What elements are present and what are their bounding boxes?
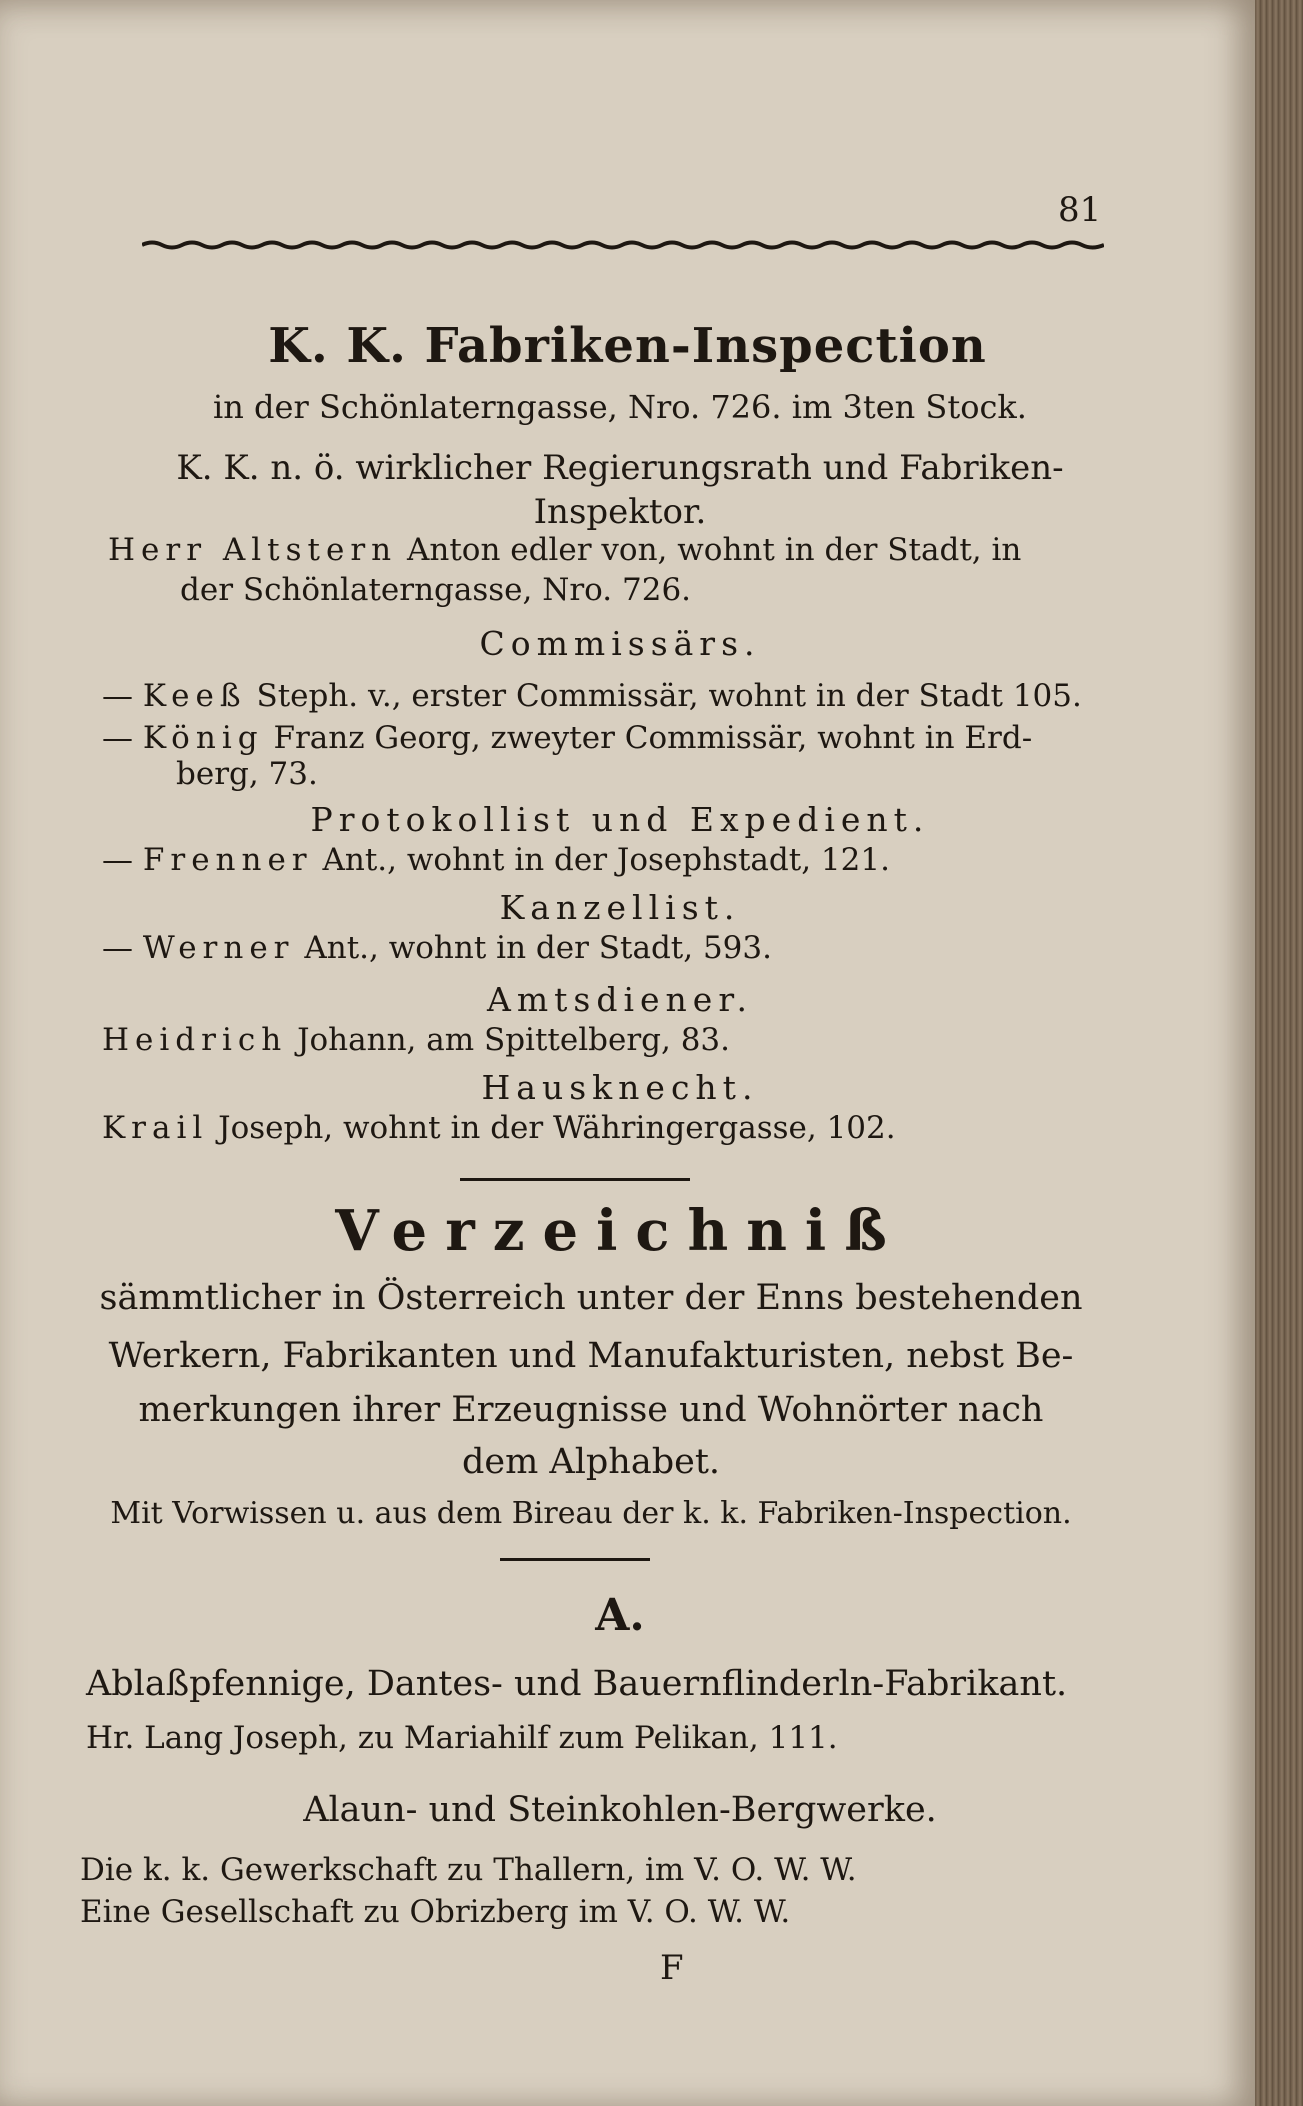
head-entry — [108, 532, 1098, 568]
list-item — [102, 720, 1032, 756]
list-item-cont: berg, 73. — [176, 756, 318, 792]
entry-name: Keeß — [142, 678, 247, 714]
category-entry: Hr. Lang Joseph, zu Mariahilf zum Pelikan, 111. — [86, 1720, 838, 1756]
letter-heading: A. — [595, 1590, 645, 1641]
section-heading-amtsdiener: Amtsdiener. — [487, 980, 753, 1019]
directory-line-2: Werkern, Fabrikanten und Manufakturisten, nebst Be- — [108, 1336, 1074, 1376]
divider — [500, 1558, 650, 1561]
entry-name: Werner — [142, 930, 295, 966]
list-item — [102, 1110, 896, 1146]
dash: — — [102, 720, 133, 756]
catchword: F — [660, 1948, 684, 1988]
head-entry-text: Anton edler von, wohnt in der Stadt, in — [407, 532, 1022, 568]
section-heading-kanzellist: Kanzellist. — [499, 888, 741, 927]
directory-line-3: merkungen ihrer Erzeugnisse und Wohnörter nach — [138, 1390, 1044, 1430]
list-item — [102, 678, 1082, 714]
category-heading: Alaun- und Steinkohlen-Bergwerke. — [303, 1790, 937, 1830]
role-line-2: Inspektor. — [533, 492, 707, 532]
section-heading-hausknecht: Hausknecht. — [481, 1068, 759, 1107]
list-item — [102, 1022, 730, 1058]
head-entry-name: Herr Altstern — [108, 532, 398, 568]
dash: — — [102, 842, 133, 878]
category-heading: Ablaßpfennige, Dantes- und Bauernflinderln-Fabrikant. — [86, 1664, 1068, 1704]
dash: — — [102, 930, 133, 966]
page-edge — [1255, 0, 1303, 2106]
entry-name: Frenner — [142, 842, 313, 878]
office-address: in der Schönlaterngasse, Nro. 726. im 3ten Stock. — [213, 388, 1027, 426]
divider — [460, 1178, 690, 1181]
entry-text: Franz Georg, zweyter Commissär, wohnt in Erd- — [273, 720, 1033, 756]
directory-title: Verzeichniß — [335, 1198, 905, 1264]
head-entry-cont: der Schönlaterngasse, Nro. 726. — [180, 572, 692, 608]
list-item — [102, 930, 772, 966]
directory-line-4: dem Alphabet. — [461, 1442, 721, 1482]
dash: — — [102, 678, 133, 714]
list-item — [102, 842, 890, 878]
entry-text: Ant., wohnt in der Josephstadt, 121. — [322, 842, 890, 878]
entry-name: Heidrich — [102, 1022, 288, 1058]
section-heading-protokollist: Protokollist und Expedient. — [310, 800, 930, 839]
category-entry: Die k. k. Gewerkschaft zu Thallern, im V. O. W. W. — [80, 1852, 857, 1888]
directory-line-5: Mit Vorwissen u. aus dem Bireau der k. k. Fabriken-Inspection. — [110, 1496, 1072, 1531]
entry-name: König — [142, 720, 264, 756]
category-entry: Eine Gesellschaft zu Obrizberg im V. O. W. W. — [80, 1894, 791, 1930]
entry-text: Ant., wohnt in der Stadt, 593. — [304, 930, 772, 966]
entry-text: Steph. v., erster Commissär, wohnt in der Stadt 105. — [256, 678, 1082, 714]
directory-line-1: sämmtlicher in Österreich unter der Enns bestehenden — [99, 1278, 1083, 1318]
role-line-1: K. K. n. ö. wirklicher Regierungsrath und Fabriken- — [176, 448, 1064, 488]
ornamental-rule — [142, 240, 1104, 250]
office-title: K. K. Fabriken-Inspection — [268, 318, 987, 374]
page-number: 81 — [1058, 190, 1102, 230]
section-heading-commissars: Commissärs. — [479, 624, 761, 663]
entry-text: Johann, am Spittelberg, 83. — [297, 1022, 731, 1058]
entry-text: Joseph, wohnt in der Währingergasse, 102. — [218, 1110, 896, 1146]
entry-name: Krail — [102, 1110, 209, 1146]
